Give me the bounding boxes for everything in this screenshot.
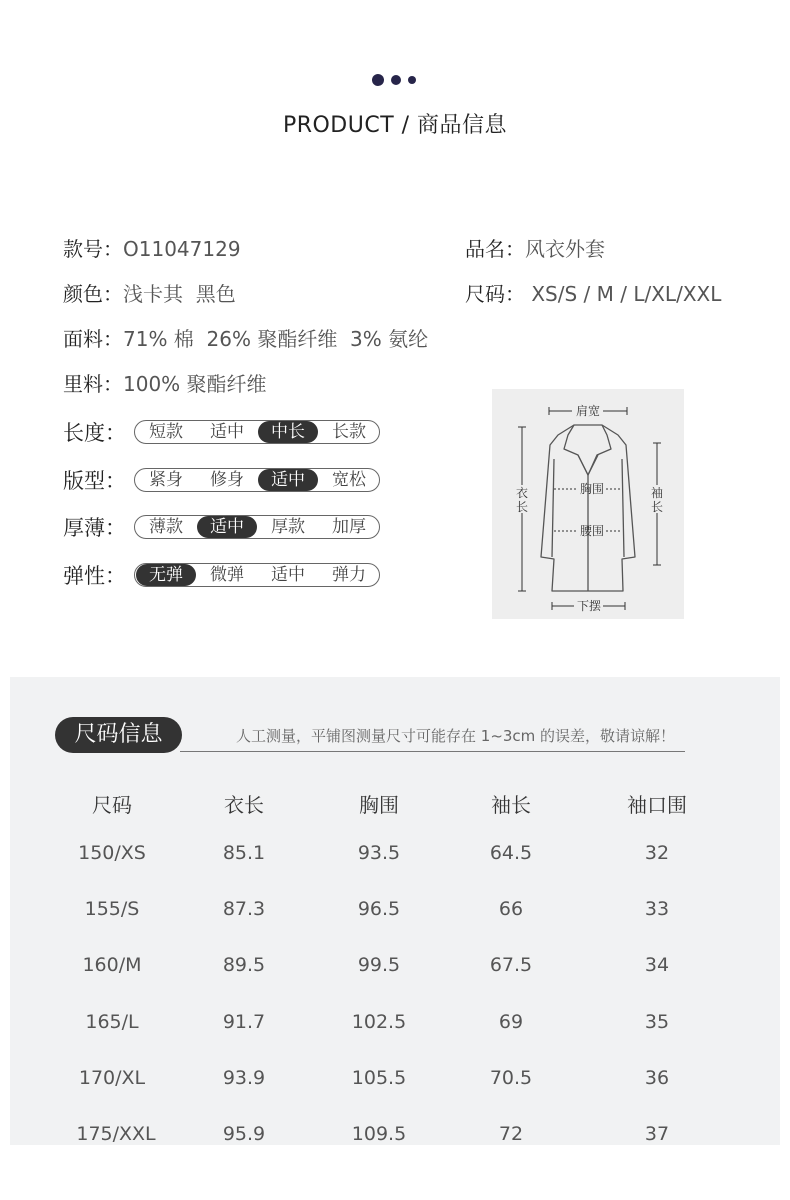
option-pill — [134, 468, 380, 492]
info-label: 款号： — [63, 237, 123, 261]
info-fabric — [63, 323, 428, 352]
option-pill — [134, 420, 380, 444]
option-loose: 宽松 — [332, 470, 366, 490]
option-extra-thick: 加厚 — [332, 517, 366, 537]
shoulder-label: 肩宽 — [575, 404, 601, 418]
cell-chest: 96.5 — [357, 898, 401, 920]
option-regular: 适中 — [258, 469, 318, 491]
info-value: 71% 棉 26% 聚酯纤维 3% 氨纶 — [123, 327, 429, 351]
attr-label: 长度： — [63, 421, 126, 445]
cell-cuff: 37 — [644, 1123, 670, 1145]
cell-length: 85.1 — [222, 842, 266, 864]
option-stretch: 弹力 — [332, 565, 366, 585]
hem-label: 下摆 — [576, 599, 602, 613]
cell-length: 89.5 — [222, 954, 266, 976]
table-header-size: 尺码 — [92, 793, 132, 817]
divider — [180, 751, 685, 752]
option-pill — [134, 515, 380, 539]
cell-size: 155/S — [84, 898, 140, 920]
option-medium: 适中 — [197, 516, 257, 538]
dot-icon — [391, 75, 401, 85]
option-thick: 厚款 — [271, 517, 305, 537]
info-style-no — [63, 233, 241, 262]
option-thin: 薄款 — [149, 517, 183, 537]
attr-label: 厚薄： — [63, 516, 126, 540]
option-slight-stretch: 微弹 — [210, 565, 244, 585]
cell-cuff: 32 — [644, 842, 670, 864]
info-size — [465, 278, 721, 307]
option-medium: 适中 — [210, 422, 244, 442]
page-title: PRODUCT / 商品信息 — [282, 113, 508, 138]
option-long: 长款 — [332, 422, 366, 442]
option-short: 短款 — [149, 422, 183, 442]
attr-label: 版型： — [63, 469, 126, 493]
info-lining — [63, 368, 267, 397]
cell-chest: 109.5 — [351, 1123, 407, 1145]
option-mid-long: 中长 — [258, 421, 318, 443]
cell-chest: 102.5 — [351, 1011, 407, 1033]
option-no-stretch: 无弹 — [136, 564, 196, 586]
cell-sleeve: 64.5 — [489, 842, 533, 864]
cell-chest: 105.5 — [351, 1067, 407, 1089]
cell-sleeve: 66 — [498, 898, 524, 920]
info-label: 颜色： — [63, 282, 123, 306]
cell-length: 91.7 — [222, 1011, 266, 1033]
option-medium: 适中 — [271, 565, 305, 585]
option-slim: 修身 — [210, 470, 244, 490]
info-value: O11047129 — [123, 237, 241, 261]
sleeve-label-char: 袖 — [650, 486, 664, 500]
cell-length: 95.9 — [222, 1123, 266, 1145]
size-info-tag: 尺码信息 — [55, 717, 182, 753]
info-color — [63, 278, 236, 307]
cell-length: 93.9 — [222, 1067, 266, 1089]
cell-size: 160/M — [82, 954, 142, 976]
info-label: 尺码： — [465, 282, 525, 306]
cell-chest: 93.5 — [357, 842, 401, 864]
cell-sleeve: 69 — [498, 1011, 524, 1033]
cell-chest: 99.5 — [357, 954, 401, 976]
cell-size: 175/XXL — [76, 1123, 156, 1145]
cell-size: 165/L — [85, 1011, 139, 1033]
info-label: 品名： — [465, 237, 525, 261]
cell-cuff: 35 — [644, 1011, 670, 1033]
measurement-note: 人工测量，平铺图测量尺寸可能存在 1~3cm 的误差，敬请谅解！ — [236, 727, 676, 745]
cell-size: 150/XS — [78, 842, 146, 864]
cell-length: 87.3 — [222, 898, 266, 920]
cell-sleeve: 72 — [498, 1123, 524, 1145]
info-value: 浅卡其 黑色 — [123, 282, 236, 306]
option-pill — [134, 563, 380, 587]
info-value: 100% 聚酯纤维 — [123, 372, 267, 396]
info-value: 风衣外套 — [525, 237, 605, 261]
table-header-cuff: 袖口围 — [627, 793, 687, 817]
info-label: 里料： — [63, 372, 123, 396]
info-value: XS/S / M / L/XL/XXL — [525, 282, 722, 306]
cell-sleeve: 67.5 — [489, 954, 533, 976]
info-name — [465, 233, 605, 262]
cell-cuff: 33 — [644, 898, 670, 920]
length-label-char: 长 — [515, 500, 529, 514]
option-tight: 紧身 — [149, 470, 183, 490]
attr-label: 弹性： — [63, 564, 126, 588]
waist-label: 腰围 — [579, 524, 605, 538]
dot-icon — [408, 76, 416, 84]
cell-size: 170/XL — [78, 1067, 146, 1089]
coat-outline-icon — [492, 389, 684, 619]
coat-diagram — [492, 389, 684, 619]
table-header-length: 衣长 — [224, 793, 264, 817]
length-label-char: 衣 — [515, 486, 529, 500]
cell-cuff: 36 — [644, 1067, 670, 1089]
cell-cuff: 34 — [644, 954, 670, 976]
sleeve-label-char: 长 — [650, 500, 664, 514]
info-label: 面料： — [63, 327, 123, 351]
table-header-chest: 胸围 — [359, 793, 399, 817]
chest-label: 胸围 — [579, 482, 605, 496]
cell-sleeve: 70.5 — [489, 1067, 533, 1089]
table-header-sleeve: 袖长 — [491, 793, 531, 817]
dot-icon — [372, 74, 384, 86]
